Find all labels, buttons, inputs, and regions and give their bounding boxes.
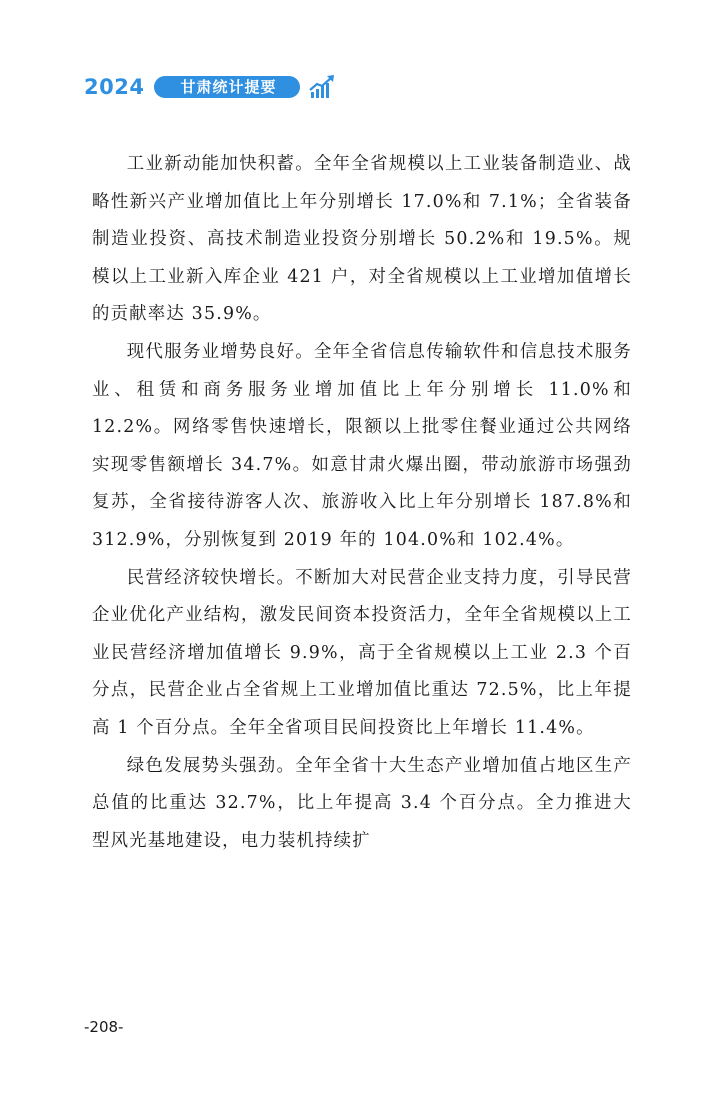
paragraph-private-economy: 民营经济较快增长。不断加大对民营企业支持力度，引导民营企业优化产业结构，激发民间资本投资活力，全年全省规模以上工业民营经济增加值增长 9.9%，高于全省规模以上工业 2.3 个百分点，民营企业占全省规上工业增加值比重达 72.5%，比上年提高 1 个百分点。全年全省项目民间投资比上年增长 11.4%。 [92, 567, 632, 738]
header-year: 2024 [84, 75, 145, 99]
paragraph-services: 现代服务业增势良好。全年全省信息传输软件和信息技术服务业、租赁和商务服务业增加值比上年分别增长 11.0%和 12.2%。网络零售快速增长，限额以上批零住餐业通过公共网络实现零售额增长 34.7%。如意甘肃火爆出圈，带动旅游市场强劲复苏，全省接待游客人次、旅游收入比上年分别增长 187.8%和 312.9%，分别恢复到 2019 年的 104.0%和 102.4%。 [92, 341, 632, 550]
paragraph-green-development: 绿色发展势头强劲。全年全省十大生态产业增加值占地区生产总值的比重达 32.7%，比上年提高 3.4 个百分点。全力推进大型风光基地建设，电力装机持续扩 [92, 755, 632, 851]
page-header [84, 70, 336, 104]
header-title-badge: 甘肃统计提要 [154, 76, 300, 98]
body-text [92, 146, 632, 860]
page-number: -208- [84, 1018, 124, 1036]
trend-up-icon [308, 73, 336, 101]
paragraph-industry: 工业新动能加快积蓄。全年全省规模以上工业装备制造业、战略性新兴产业增加值比上年分别增长 17.0%和 7.1%；全省装备制造业投资、高技术制造业投资分别增长 50.2%和 19.5%。规模以上工业新入库企业 421 户，对全省规模以上工业增加值增长的贡献率达 35.9%。 [92, 154, 632, 325]
